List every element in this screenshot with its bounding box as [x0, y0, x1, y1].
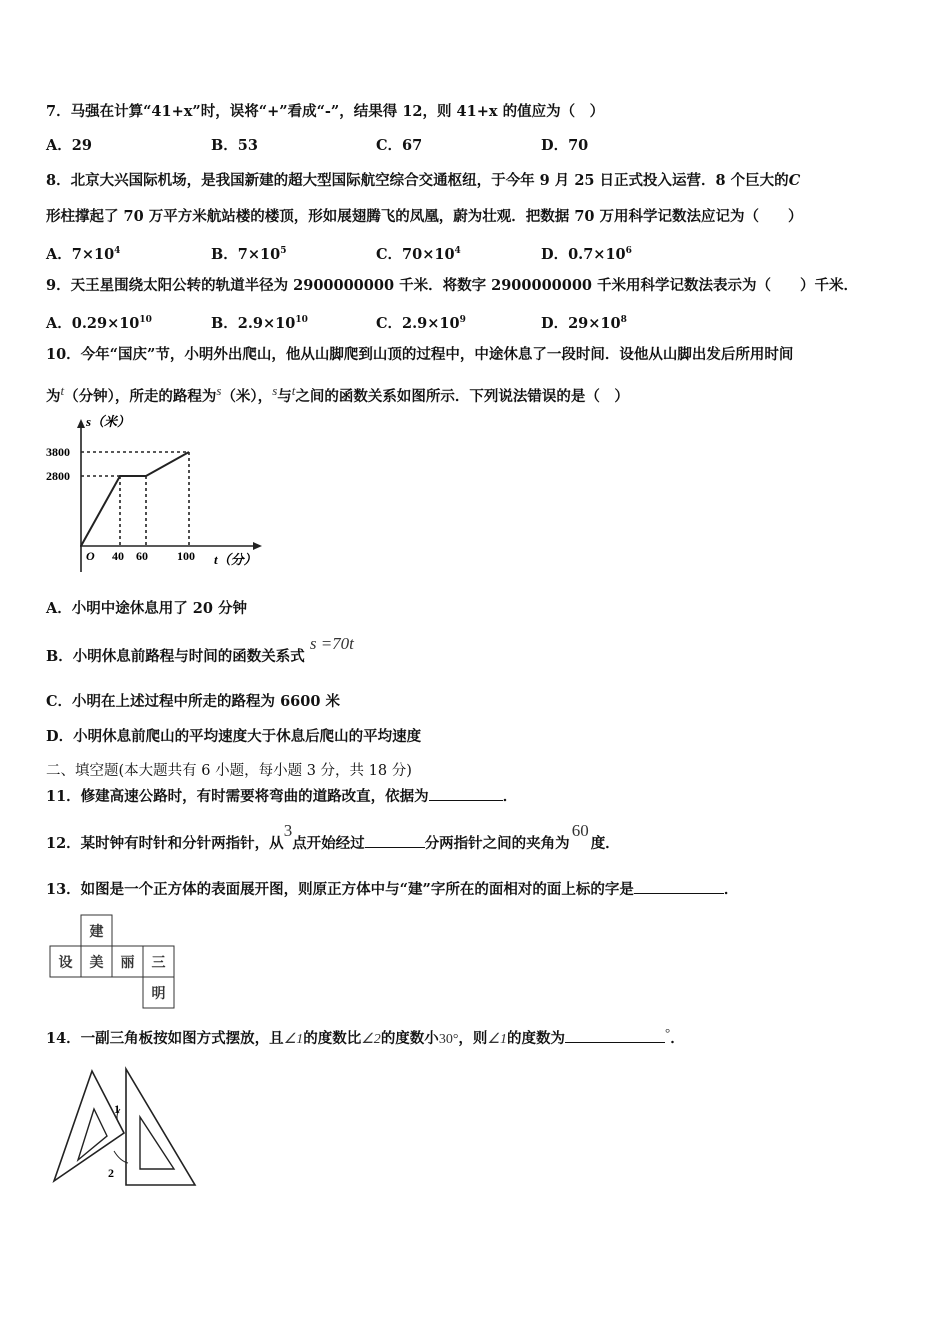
q9-option-a-exp: 10 [139, 315, 152, 325]
q10-var-t: t [60, 383, 65, 398]
q11-answer-blank[interactable] [429, 786, 503, 801]
q8-stem-line1 [46, 171, 800, 191]
q10-graph-origin: O [86, 549, 95, 563]
q9-option-d[interactable] [541, 310, 627, 334]
q10-option-c[interactable]: C．小明在上述过程中所走的路程为 6600 米 [46, 693, 340, 710]
q14-right-triangle-inner [140, 1117, 174, 1169]
q12-answer-blank[interactable] [365, 833, 425, 848]
q9-option-c[interactable] [376, 310, 466, 334]
q10-graph-xtick-40: 40 [112, 549, 124, 563]
q11-stem: 11．修建高速公路时，有时需要将弯曲的道路改直，依据为 [46, 788, 429, 805]
q14-left-triangle-inner [78, 1109, 107, 1160]
q9-option-a[interactable] [46, 310, 152, 334]
q14-30deg: 30° [438, 1031, 459, 1047]
q8-option-c-exp: 4 [454, 246, 461, 256]
q10-var-t-2: t [291, 383, 296, 398]
q11 [46, 786, 517, 807]
q10-var-s: s [216, 383, 222, 398]
q10-option-b[interactable] [46, 634, 354, 667]
cube-label-san: 三 [151, 955, 166, 971]
q10-graph-y-arrow [77, 419, 85, 428]
q14-angle1-again: ∠1 [487, 1031, 507, 1047]
q10-graph-xtick-60: 60 [136, 549, 148, 563]
q14-text-b: 的度数比 [303, 1029, 362, 1047]
q7-options [46, 136, 746, 156]
cube-label-she: 设 [58, 955, 73, 971]
q9-option-d-base: D．29×10 [541, 314, 621, 332]
q10-stem-line2 [46, 381, 629, 407]
q8-stem-text: 8．北京大兴国际机场，是我国新建的超大型国际航空综合交通枢纽，于今年 9 月 25 日正式投入运营．8 个巨大的 [46, 172, 789, 189]
q9-option-b[interactable] [211, 310, 308, 334]
q14-fig-label-1: 1 [114, 1102, 120, 1116]
q10-option-a[interactable]: A．小明中途休息用了 20 分钟 [46, 600, 248, 617]
q11-end: ． [502, 788, 518, 805]
q8-option-b-base: B．7×10 [211, 245, 281, 263]
cube-label-ming: 明 [151, 986, 166, 1002]
q10-graph-ylabel: s（米） [86, 414, 131, 429]
q12-text-d: 度． [590, 835, 620, 852]
q9-options [46, 310, 746, 330]
q10-graph [40, 410, 270, 580]
q13-end: ． [723, 881, 739, 898]
q8-option-a[interactable] [46, 241, 120, 265]
q12-text-c: 分两指针之间的夹角为 [424, 835, 570, 852]
q10-option-d[interactable]: D．小明休息前爬山的平均速度大于休息后爬山的平均速度 [46, 728, 422, 745]
q9-stem: 9．天王星围绕太阳公转的轨道半径为 2900000000 千米．将数字 2900000000 千米用科学记数法表示为（ ）千米． [46, 277, 859, 294]
q12-text-b: 点开始经过 [292, 835, 365, 852]
q8-option-b[interactable] [211, 241, 286, 265]
q14 [46, 1023, 685, 1050]
q9-option-b-base: B．2.9×10 [211, 314, 296, 332]
q9-option-c-base: C．2.9×10 [376, 314, 460, 332]
q8-option-d-base: D．0.7×10 [541, 245, 626, 263]
q10-text-a: 为 [46, 387, 61, 405]
q14-angle2: ∠2 [361, 1031, 381, 1047]
q14-text-d: ，则 [458, 1029, 488, 1047]
q14-end: ． [670, 1029, 685, 1047]
q10-option-b-text: B．小明休息前路程与时间的函数关系式 [46, 648, 305, 665]
q14-degree-unit: ° [664, 1025, 671, 1040]
q7-option-c[interactable]: C．67 [376, 137, 423, 154]
q8-option-d[interactable] [541, 241, 632, 265]
q14-right-triangle-outer [126, 1069, 195, 1185]
q14-answer-blank[interactable] [565, 1028, 665, 1043]
q7-option-b[interactable]: B．53 [211, 137, 258, 154]
q8-option-a-base: A．7×10 [46, 245, 115, 263]
q8-option-c-base: C．70×10 [376, 245, 455, 263]
q10-text-e: 之间的函数关系如图所示．下列说法错误的是（ ） [295, 387, 629, 405]
q12 [46, 821, 620, 854]
q10-graph-xtick-100: 100 [177, 549, 195, 563]
q7-stem: 7．马强在计算“41+x”时，误将“+”看成“-”，结果得 12，则 41+x 的值应为（ ） [46, 103, 605, 120]
q8-options [46, 241, 746, 261]
q9-option-a-base: A．0.29×10 [46, 314, 140, 332]
q10-graph-xlabel: t（分） [214, 552, 257, 567]
q8-stem-line2: 形柱撑起了 70 万平方米航站楼的楼顶，形如展翅腾飞的凤凰，蔚为壮观．把数据 70 万用科学记数法应记为（ ） [46, 208, 803, 225]
q8-option-b-exp: 5 [280, 246, 287, 256]
q8-option-d-exp: 6 [625, 246, 632, 256]
q12-num-60: 60 [571, 821, 589, 840]
q13 [46, 879, 738, 900]
q13-stem: 13．如图是一个正方体的表面展开图，则原正方体中与“建”字所在的面相对的面上标的字是 [46, 881, 634, 898]
q10-text-b: （分钟），所走的路程为 [64, 387, 217, 405]
q10-option-b-formula: s =70t [309, 634, 354, 653]
q14-triangle-figure [50, 1065, 200, 1190]
q14-text-a: 14．一副三角板按如图方式摆放，且 [46, 1029, 284, 1047]
q7-option-a[interactable]: A．29 [46, 137, 92, 154]
q10-graph-ytick-2800: 2800 [46, 469, 70, 483]
q8-stem-c: C [788, 172, 801, 189]
q10-stem-line1: 10．今年“国庆”节，小明外出爬山，他从山脚爬到山顶的过程中，中途休息了一段时间．设他从山脚出发后所用时间 [46, 346, 794, 363]
q7-option-d[interactable]: D．70 [541, 137, 589, 154]
q10-var-s-2: s [272, 383, 278, 398]
q9-option-d-exp: 8 [620, 315, 627, 325]
q14-fig-label-2: 2 [108, 1166, 114, 1180]
q8-option-c[interactable] [376, 241, 461, 265]
cube-label-mei: 美 [89, 955, 104, 971]
q13-cube-net [48, 913, 178, 1009]
q10-text-d: 与 [277, 387, 292, 405]
q10-text-c: （米）， [221, 387, 273, 405]
q13-answer-blank[interactable] [634, 879, 724, 894]
q9-option-c-exp: 9 [459, 315, 466, 325]
cube-label-li: 丽 [120, 955, 135, 971]
q14-text-c: 的度数小 [380, 1029, 439, 1047]
q10-graph-ytick-3800: 3800 [46, 445, 70, 459]
q10-graph-x-arrow [253, 542, 262, 550]
cube-label-jian: 建 [89, 924, 104, 940]
q14-text-e: 的度数为 [506, 1029, 565, 1047]
section2-title: 二、填空题(本大题共有 6 小题，每小题 3 分，共 18 分) [46, 763, 412, 779]
q9-option-b-exp: 10 [295, 315, 308, 325]
q10-graph-line [81, 452, 189, 546]
q8-option-a-exp: 4 [114, 246, 121, 256]
q14-angle1: ∠1 [283, 1031, 304, 1047]
q12-num-3: 3 [283, 821, 293, 840]
q12-text-a: 12．某时钟有时针和分针两指针，从 [46, 835, 284, 852]
